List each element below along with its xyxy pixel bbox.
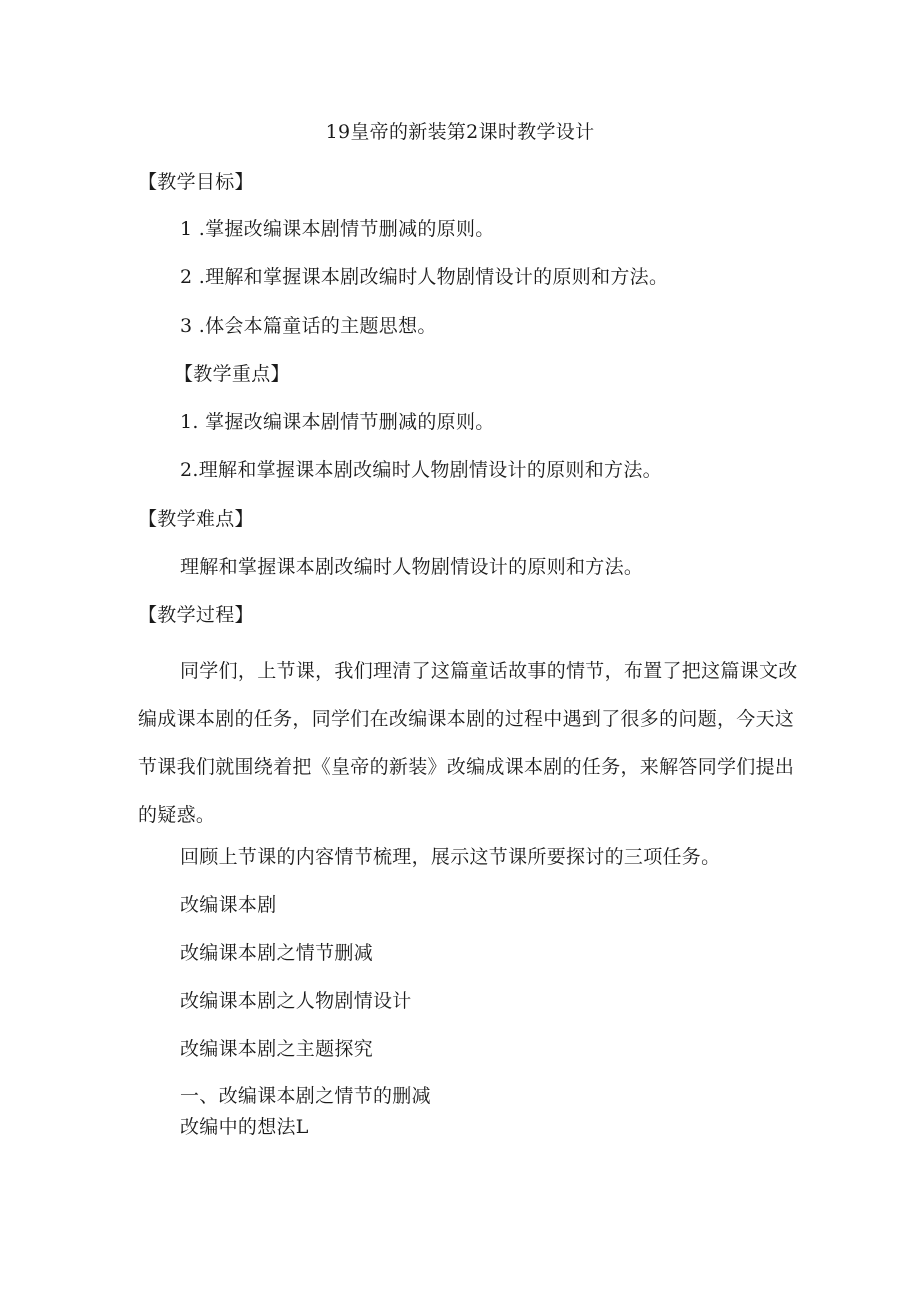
key-points-heading: 【教学重点】 <box>174 363 290 385</box>
process-paragraph-wrap <box>138 647 798 839</box>
objective-item-3: 3 .体会本篇童话的主题思想。 <box>180 315 437 337</box>
process-paragraph: 同学们，上节课，我们理清了这篇童话故事的情节，布置了把这篇课文改编成课本剧的任务，同学们在改编课本剧的过程中遇到了很多的问题，今天这节课我们就围绕着把《皇帝的新装》改编成课本剧的任务，来解答同学们提出的疑惑。 <box>138 660 798 826</box>
objective-item-2: 2 .理解和掌握课本剧改编时人物剧情设计的原则和方法。 <box>180 266 669 288</box>
objective-item-1: 1 .掌握改编课本剧情节删减的原则。 <box>180 218 495 240</box>
task-item-1: 改编课本剧 <box>180 894 277 916</box>
key-point-item-2: 2.理解和掌握课本剧改编时人物剧情设计的原则和方法。 <box>180 459 662 481</box>
process-review: 回顾上节课的内容情节梳理，展示这节课所要探讨的三项任务。 <box>180 846 721 868</box>
task-item-3: 改编课本剧之人物剧情设计 <box>180 990 412 1012</box>
difficulties-text: 理解和掌握课本剧改编时人物剧情设计的原则和方法。 <box>180 556 644 578</box>
section-one-note: 改编中的想法L <box>180 1116 309 1138</box>
difficulties-heading: 【教学难点】 <box>138 508 254 530</box>
objectives-heading: 【教学目标】 <box>138 171 254 193</box>
section-one-heading: 一、改编课本剧之情节的删减 <box>180 1085 431 1107</box>
task-item-4: 改编课本剧之主题探究 <box>180 1038 374 1060</box>
key-point-item-1: 1. 掌握改编课本剧情节删减的原则。 <box>180 411 495 433</box>
process-heading: 【教学过程】 <box>138 604 254 626</box>
task-item-2: 改编课本剧之情节删减 <box>180 942 374 964</box>
document-title: 19皇帝的新装第2课时教学设计 <box>325 121 595 143</box>
